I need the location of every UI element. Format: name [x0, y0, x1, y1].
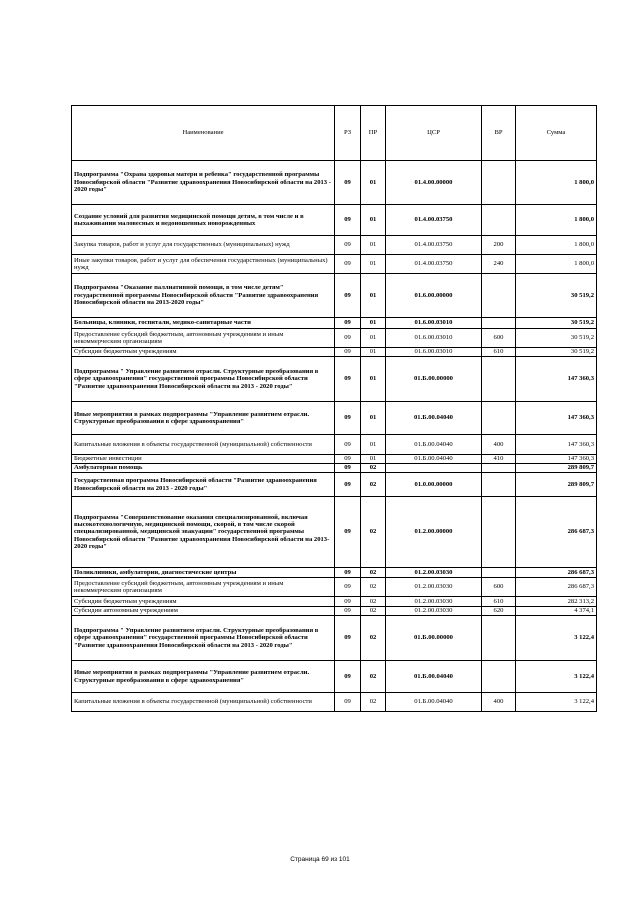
- table-row: [72, 274, 597, 318]
- cell-pr: 01: [361, 455, 386, 464]
- header-csr: ЦСР: [386, 106, 482, 161]
- cell-name: Субсидии автономным учреждениям: [72, 607, 335, 616]
- cell-name: Субсидии бюджетным учреждениям: [72, 597, 335, 607]
- cell-sum: 30 519,2: [516, 318, 597, 329]
- cell-sum: 147 360,3: [516, 455, 597, 464]
- cell-sum: 282 313,2: [516, 597, 597, 607]
- cell-sum: 3 122,4: [516, 693, 597, 712]
- table-row: [72, 616, 597, 661]
- header-pr: ПР: [361, 106, 386, 161]
- cell-csr: 01.4.00.03750: [386, 205, 482, 236]
- cell-vr: [482, 616, 516, 661]
- cell-pr: 02: [361, 597, 386, 607]
- table-row: [72, 205, 597, 236]
- cell-rz: 09: [335, 464, 361, 473]
- cell-name: Закупка товаров, работ и услуг для государственных (муниципальных) нужд: [72, 236, 335, 255]
- table-row: [72, 329, 597, 348]
- cell-rz: 09: [335, 597, 361, 607]
- cell-vr: [482, 161, 516, 205]
- cell-csr: 01.Б.00.04040: [386, 455, 482, 464]
- cell-vr: [482, 473, 516, 497]
- cell-vr: [482, 205, 516, 236]
- table-row: [72, 473, 597, 497]
- cell-pr: 01: [361, 357, 386, 402]
- cell-rz: 09: [335, 568, 361, 578]
- header-sum: Сумма: [516, 106, 597, 161]
- cell-csr: 01.6.00.03010: [386, 329, 482, 348]
- cell-vr: [482, 661, 516, 693]
- table-row: [72, 693, 597, 712]
- table-row: [72, 661, 597, 693]
- cell-vr: 400: [482, 693, 516, 712]
- cell-rz: 09: [335, 402, 361, 435]
- cell-rz: 09: [335, 329, 361, 348]
- cell-pr: 01: [361, 274, 386, 318]
- header-name: Наименование: [72, 106, 335, 161]
- cell-sum: 30 519,2: [516, 348, 597, 357]
- cell-pr: 01: [361, 435, 386, 455]
- cell-name: Государственная программа Новосибирской области "Развитие здравоохранения Новосибирской области на 2013 - 2020 годы": [72, 473, 335, 497]
- cell-vr: [482, 357, 516, 402]
- header-rz: РЗ: [335, 106, 361, 161]
- cell-rz: 09: [335, 607, 361, 616]
- cell-pr: 01: [361, 318, 386, 329]
- cell-pr: 02: [361, 661, 386, 693]
- cell-sum: 1 800,0: [516, 161, 597, 205]
- cell-name: Поликлиники, амбулатории, диагностические центры: [72, 568, 335, 578]
- cell-sum: 289 809,7: [516, 473, 597, 497]
- cell-csr: 01.Б.00.04040: [386, 402, 482, 435]
- cell-sum: 147 360,3: [516, 357, 597, 402]
- budget-table: [71, 105, 597, 712]
- table-row: [72, 578, 597, 597]
- table-header-row: [72, 106, 597, 161]
- cell-vr: 610: [482, 597, 516, 607]
- cell-csr: 01.2.00.00000: [386, 497, 482, 568]
- cell-csr: 01.6.00.03010: [386, 318, 482, 329]
- cell-rz: 09: [335, 435, 361, 455]
- cell-name: Бюджетные инвестиции: [72, 455, 335, 464]
- table-row: [72, 464, 597, 473]
- cell-pr: 02: [361, 616, 386, 661]
- cell-sum: 147 360,3: [516, 402, 597, 435]
- cell-vr: 600: [482, 329, 516, 348]
- cell-rz: 09: [335, 497, 361, 568]
- cell-rz: 09: [335, 161, 361, 205]
- cell-sum: 3 122,4: [516, 661, 597, 693]
- cell-sum: 1 800,0: [516, 205, 597, 236]
- table-row: [72, 357, 597, 402]
- table-row: [72, 402, 597, 435]
- cell-csr: 01.2.00.03030: [386, 578, 482, 597]
- cell-pr: 02: [361, 578, 386, 597]
- cell-sum: 147 360,3: [516, 435, 597, 455]
- cell-rz: 09: [335, 693, 361, 712]
- cell-name: Предоставление субсидий бюджетным, автономным учреждениям и иным некоммерческим организациям: [72, 578, 335, 597]
- cell-rz: 09: [335, 357, 361, 402]
- table-row: [72, 455, 597, 464]
- cell-pr: 02: [361, 568, 386, 578]
- cell-name: Больницы, клиники, госпитали, медико-санитарные части: [72, 318, 335, 329]
- cell-vr: [482, 464, 516, 473]
- cell-csr: 01.Б.00.04040: [386, 693, 482, 712]
- cell-name: Капитальные вложения в объекты государственной (муниципальной) собственности: [72, 435, 335, 455]
- cell-pr: 02: [361, 473, 386, 497]
- cell-csr: 01.4.00.03750: [386, 236, 482, 255]
- cell-name: Создание условий для развития медицинской помощи детям, в том числе и в выхаживании маловесных и недоношенных новорожденных: [72, 205, 335, 236]
- cell-name: Подпрограмма " Управление развитием отрасли. Структурные преобразования в сфере здравоохранения" государственной программы Новосибирской области "Развитие здравоохранения Новосибирской области на 2013 - 2020 годы": [72, 616, 335, 661]
- cell-name: Субсидии бюджетным учреждениям: [72, 348, 335, 357]
- cell-csr: [386, 464, 482, 473]
- cell-pr: 01: [361, 329, 386, 348]
- cell-sum: 286 687,3: [516, 497, 597, 568]
- cell-vr: 240: [482, 255, 516, 274]
- cell-vr: 410: [482, 455, 516, 464]
- cell-rz: 09: [335, 661, 361, 693]
- cell-rz: 09: [335, 455, 361, 464]
- cell-pr: 01: [361, 402, 386, 435]
- page-number: Страница 69 из 101: [290, 856, 350, 863]
- cell-name: Капитальные вложения в объекты государственной (муниципальной) собственности: [72, 693, 335, 712]
- cell-csr: 01.4.00.03750: [386, 255, 482, 274]
- cell-rz: 09: [335, 274, 361, 318]
- cell-vr: [482, 318, 516, 329]
- cell-sum: 3 122,4: [516, 616, 597, 661]
- cell-vr: 610: [482, 348, 516, 357]
- cell-pr: 02: [361, 464, 386, 473]
- table-row: [72, 497, 597, 568]
- table-row: [72, 348, 597, 357]
- cell-sum: 286 687,3: [516, 568, 597, 578]
- cell-csr: 01.0.00.00000: [386, 473, 482, 497]
- cell-pr: 01: [361, 236, 386, 255]
- cell-csr: 01.Б.00.00000: [386, 616, 482, 661]
- cell-csr: 01.6.00.03010: [386, 348, 482, 357]
- cell-sum: 1 800,0: [516, 236, 597, 255]
- cell-pr: 02: [361, 607, 386, 616]
- cell-sum: 30 519,2: [516, 274, 597, 318]
- cell-name: Иные мероприятия в рамках подпрограммы "Управление развитием отрасли. Структурные преобразования в сфере здравоохранения": [72, 402, 335, 435]
- cell-sum: 286 687,3: [516, 578, 597, 597]
- cell-rz: 09: [335, 205, 361, 236]
- cell-csr: 01.2.00.03030: [386, 607, 482, 616]
- cell-csr: 01.6.00.00000: [386, 274, 482, 318]
- table-row: [72, 161, 597, 205]
- cell-rz: 09: [335, 318, 361, 329]
- table-row: [72, 236, 597, 255]
- cell-name: Иные закупки товаров, работ и услуг для обеспечения государственных (муниципальных) нужд: [72, 255, 335, 274]
- cell-csr: 01.Б.00.00000: [386, 357, 482, 402]
- cell-rz: 09: [335, 578, 361, 597]
- cell-rz: 09: [335, 255, 361, 274]
- cell-pr: 02: [361, 693, 386, 712]
- header-vr: ВР: [482, 106, 516, 161]
- cell-csr: 01.2.00.03030: [386, 597, 482, 607]
- cell-vr: [482, 402, 516, 435]
- cell-pr: 01: [361, 348, 386, 357]
- cell-pr: 02: [361, 497, 386, 568]
- cell-sum: 289 809,7: [516, 464, 597, 473]
- cell-vr: 600: [482, 578, 516, 597]
- cell-csr: 01.Б.00.04040: [386, 435, 482, 455]
- cell-vr: 200: [482, 236, 516, 255]
- cell-sum: 30 519,2: [516, 329, 597, 348]
- cell-rz: 09: [335, 473, 361, 497]
- cell-sum: 1 800,0: [516, 255, 597, 274]
- table-row: [72, 435, 597, 455]
- cell-csr: 01.2.00.03030: [386, 568, 482, 578]
- table-row: [72, 597, 597, 607]
- cell-sum: 4 374,1: [516, 607, 597, 616]
- cell-rz: 09: [335, 348, 361, 357]
- cell-pr: 01: [361, 205, 386, 236]
- table-row: [72, 568, 597, 578]
- cell-vr: [482, 568, 516, 578]
- cell-name: Подпрограмма " Управление развитием отрасли. Структурные преобразования в сфере здравоохранения" государственной программы Новосибирской области "Развитие здравоохранения Новосибирской области на 2013 - 2020 годы": [72, 357, 335, 402]
- cell-rz: 09: [335, 236, 361, 255]
- table-row: [72, 255, 597, 274]
- cell-vr: [482, 274, 516, 318]
- cell-vr: 620: [482, 607, 516, 616]
- table-row: [72, 318, 597, 329]
- cell-name: Иные мероприятия в рамках подпрограммы "Управление развитием отрасли. Структурные преобразования в сфере здравоохранения": [72, 661, 335, 693]
- cell-name: Подпрограмма "Охрана здоровья матери и ребенка" государственной программы Новосибирской области "Развитие здравоохранения Новосибирской области на 2013 - 2020 годы": [72, 161, 335, 205]
- table-row: [72, 607, 597, 616]
- cell-name: Подпрограмма "Оказание паллиативной помощи, в том числе детям" государственной программы Новосибирской области "Развитие здравоохранения Новосибирской области на 2013-2020 годы": [72, 274, 335, 318]
- cell-pr: 01: [361, 161, 386, 205]
- cell-vr: 400: [482, 435, 516, 455]
- cell-csr: 01.4.00.00000: [386, 161, 482, 205]
- cell-csr: 01.Б.00.04040: [386, 661, 482, 693]
- cell-name: Предоставление субсидий бюджетным, автономным учреждениям и иным некоммерческим организациям: [72, 329, 335, 348]
- cell-rz: 09: [335, 616, 361, 661]
- cell-vr: [482, 497, 516, 568]
- cell-name: Подпрограмма "Совершенствование оказания специализированной, включая высокотехнологичную, медицинской помощи, скорой, в том числе скорой специализированной, медицинской эвакуации" государственной программы Новосибирской области "Развитие здравоохранения Новосибирской области на 2013-2020 годы": [72, 497, 335, 568]
- cell-name: Амбулаторная помощь: [72, 464, 335, 473]
- cell-pr: 01: [361, 255, 386, 274]
